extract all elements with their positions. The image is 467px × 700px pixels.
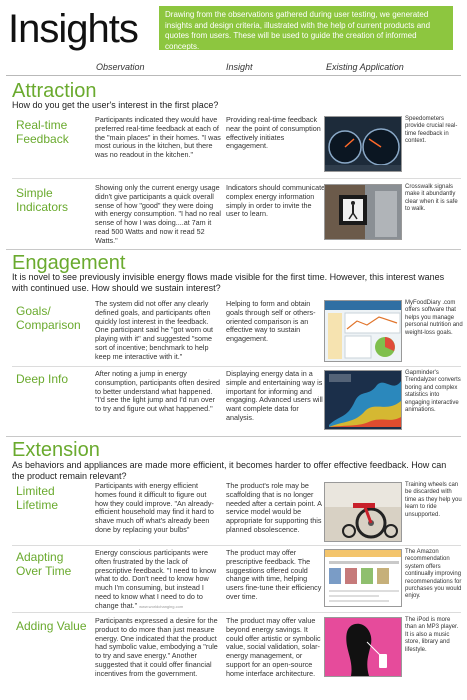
caption-text: Gapminder's Trendalyzer converts boring and complex statistics into engaging interactive animations. (405, 370, 461, 414)
insight-text: Helping to form and obtain goals through self or others-oriented comparison is an effective way to sustain engagement. (226, 299, 316, 344)
column-header-observation: Observation (96, 62, 145, 72)
observation-text: Participants indicated they would have preferred real-time feedback at each of the "main places" in their homes. "I was most curious in the kitchen, but there was no readout in the kitchen." (95, 115, 221, 160)
caption-text: The iPod is more than an MP3 player. It is also a music store, library and lifestyle. (405, 617, 459, 653)
amazon-recommendations-image (324, 549, 402, 607)
caption-text: MyFoodDiary .com offers software that helps you manage personal nutrition and weight-loss goals. (405, 300, 463, 336)
training-wheels-image (324, 482, 402, 542)
row-divider (12, 545, 461, 546)
section-divider (6, 436, 461, 437)
observation-text: Participants expressed a desire for the product to do more than just measure energy. One indicated that the product had symbolic value, embodying a "rule to try and save energy." Another suggested that it could offer financial incentives from the government. (95, 616, 218, 678)
header-divider (6, 75, 461, 76)
section-title-attraction: Attraction (12, 80, 97, 102)
column-header-insight: Insight (226, 62, 253, 72)
crosswalk-signal-image (324, 184, 402, 240)
source-footnote: www.worldchanging.com (139, 603, 184, 609)
caption-text: The Amazon recommendation system offers continually improving recommendations for purchases you would enjoy. (405, 549, 462, 600)
section-description-engagement: It is novel to see previously invisible energy flows made visible for the first time. However, this interest wanes with continued use. How should we sustain interest? (12, 272, 445, 293)
insight-text: The product may offer value beyond energy savings. It could offer artistic or symbolic value, social validation, solar-energy management, or support for an open-source home interface architecture. (226, 616, 321, 678)
row-label-real-time-feedback: Real-time Feedback (16, 118, 69, 146)
myfooddiary-image (324, 300, 402, 362)
observation-text: Energy conscious participants were often frustrated by the lack of prescriptive feedback. "I need to know what to do. Don't need to know how much I'm consuming, but instead I need to know what I need to do to change that." www.worldchanging.com (95, 548, 217, 610)
section-divider (6, 249, 461, 250)
section-title-engagement: Engagement (12, 252, 126, 274)
row-label-deep-info: Deep Info (16, 372, 69, 386)
caption-text: Speedometers provide crucial real-time feedback in context. (405, 116, 458, 145)
row-divider (12, 612, 461, 613)
row-divider (12, 178, 461, 179)
insight-text: Providing real-time feedback near the point of consumption effectively initiates engagement. (226, 115, 321, 151)
caption-text: Training wheels can be discarded with time as they help you learn to ride unsupported. (405, 482, 462, 518)
page-title: Insights (8, 7, 138, 51)
observation-text: Showing only the current energy usage didn't give participants a quick overall sense of how "good" they were doing with energy consumption. "I had no real sense of how I was doing....at 7am it read 500 Watts and now it read 52 Watts." (95, 183, 222, 245)
row-label-adapting-over-time: Adapting Over Time (16, 550, 72, 578)
caption-text: Crosswalk signals make it abundantly clear when it is safe to walk. (405, 184, 458, 213)
row-label-limited-lifetime: Limited Lifetime (16, 484, 59, 512)
row-label-goals-comparison: Goals/ Comparison (16, 304, 81, 332)
observation-text: The system did not offer any clearly defined goals, and participants often quickly lost interest in the feedback. One participant said he "got worn out playing with it" and suggested "some sort of incentive; benchmark to help keep me interactive with it." (95, 299, 214, 361)
insight-text: Indicators should communicate complex energy information simply in order to invite the user to learn. (226, 183, 326, 219)
section-description-attraction: How do you get the user's interest in the first place? (12, 100, 219, 110)
column-header-existing: Existing Application (326, 62, 404, 72)
row-label-simple-indicators: Simple Indicators (16, 186, 69, 214)
observation-text: Participants with energy efficient homes found it difficult to figure out how they could improve. "An already-efficient household may find it hard to shave much off what's already been done by replacing your bulbs" (95, 481, 214, 534)
insight-text: Displaying energy data in a simple and entertaining way is important for informing and engaging. Advanced users will want complete data for analysis. (226, 369, 323, 422)
intro-box: Drawing from the observations gathered during user testing, we generated insights and design criteria, illustrated with the help of current products and quotes from users. These will be used to guide the creation of informed concepts. (159, 6, 453, 50)
ipod-ad-image (324, 617, 402, 677)
row-label-adding-value: Adding Value (16, 619, 87, 633)
gapminder-image (324, 370, 402, 430)
insight-text: The product's role may be scaffolding that is no longer needed after a certain point. A service model would be appropriate for supporting this planned obsolescence. (226, 481, 322, 534)
section-description-extension: As behaviors and appliances are made more efficient, it becomes harder to offer effective feedback. How can the product remain relevant? (12, 460, 447, 481)
section-title-extension: Extension (12, 439, 100, 461)
row-divider (12, 366, 461, 367)
insight-text: The product may offer prescriptive feedback. The suggestions offered could change with time, helping users fine-tune their efficiency over time. (226, 548, 322, 601)
speedometer-image (324, 116, 402, 172)
observation-text: After noting a jump in energy consumption, participants often desired to better understand what happened. "I'd see the light jump and I'd run over to try and figure out what happened." (95, 369, 221, 414)
